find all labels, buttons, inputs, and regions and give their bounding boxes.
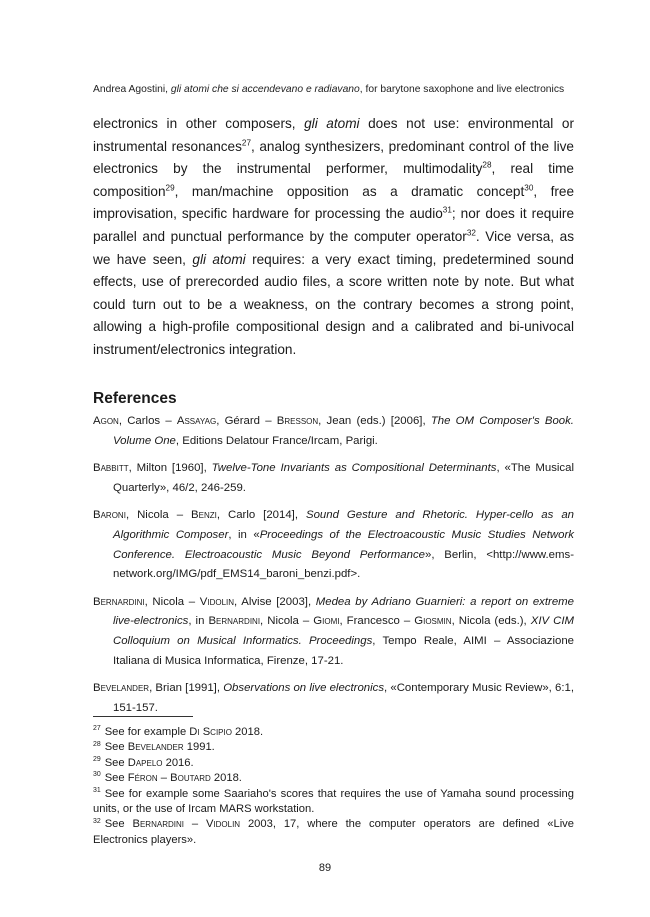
text-run: , real time composition bbox=[93, 161, 574, 199]
text-run: , Jean (eds.) [2006], bbox=[318, 415, 431, 427]
text-run: See bbox=[104, 772, 128, 785]
body-text bbox=[93, 113, 574, 362]
text-run: , man/machine opposition as a dramatic concept bbox=[174, 183, 525, 199]
text-run: , in bbox=[188, 615, 209, 628]
text-run: 1991. bbox=[183, 741, 215, 754]
footnote bbox=[93, 817, 574, 848]
references-heading: References bbox=[93, 390, 177, 407]
footnote-number: 27 bbox=[93, 725, 101, 733]
author-name: Babbitt bbox=[93, 462, 129, 475]
text-run: does not use: environmental or instrumental resonances bbox=[93, 116, 574, 154]
italic-text: XIV CIM Colloquium on Musical Informatics. Proceedings bbox=[113, 615, 575, 647]
footnote-number: 31 bbox=[93, 786, 101, 794]
text-run: ; nor does it require parallel and punctual performance by the computer operator bbox=[93, 206, 575, 244]
text-run: 2018. bbox=[210, 772, 242, 785]
reference-entry bbox=[93, 506, 574, 584]
author-name: Benzi bbox=[191, 509, 217, 522]
reference-entry bbox=[93, 593, 574, 671]
footnote-number: 32 bbox=[93, 817, 101, 825]
footnote-marker: 31 bbox=[442, 205, 452, 215]
italic-text: Observations on live electronics bbox=[223, 682, 385, 695]
text-run: – bbox=[183, 818, 206, 831]
text-run: , Milton [1960], bbox=[128, 462, 212, 475]
text-run: , Carlo [2014], bbox=[216, 509, 306, 522]
text-run: , analog synthesizers, predominant control of the live electronics by the instrumental performer, multimodality bbox=[93, 138, 574, 177]
italic-text: Twelve-Tone Invariants as Compositional Determinants bbox=[211, 462, 497, 475]
running-header bbox=[93, 84, 573, 95]
footnote bbox=[93, 771, 574, 786]
italic-text: gli atomi bbox=[192, 251, 246, 267]
text-run: , Nicola (eds.), bbox=[451, 615, 531, 628]
text-run: requires: a very exact timing, predetermined sound effects, use of prerecorded audio files, a score written note by note. But what could turn out to be a weakness, on the contrary becomes a strong point, allowing a high-profile compositional design and a calibrated and bi-univocal instrument/electronics integration. bbox=[93, 251, 574, 357]
author-name: Bernardini bbox=[208, 615, 261, 628]
italic-text: Sound Gesture and Rhetoric. Hyper-cello as an Algorithmic Composer bbox=[113, 509, 574, 541]
author-name: Bresson bbox=[276, 415, 319, 427]
footnote-marker: 29 bbox=[165, 183, 175, 193]
footnote-number: 28 bbox=[93, 740, 101, 748]
footnote bbox=[93, 740, 574, 755]
text-run: , Nicola – bbox=[144, 595, 200, 608]
text-run: See bbox=[104, 756, 128, 769]
author-name: Assayag bbox=[176, 415, 217, 427]
text-run: , Tempo Reale, AIMI – Associazione Italiana di Musica Informatica, Firenze, 17-21. bbox=[113, 634, 574, 667]
text-run: See bbox=[104, 741, 128, 754]
footnote-marker: 32 bbox=[466, 228, 476, 238]
italic-text: Proceedings of the Electroacoustic Music Studies Network Conference. Electroacoustic Music Beyond Performance bbox=[113, 528, 574, 561]
italic-text: Medea by Adriano Guarnieri: a report on extreme live-electronics bbox=[113, 595, 574, 628]
author-name: Giosmin bbox=[414, 615, 452, 628]
author-name: Giomi bbox=[313, 615, 340, 628]
text-run: 2016. bbox=[162, 756, 194, 769]
text-run: , Carlos – bbox=[118, 415, 177, 427]
text-run: 2003, 17, where the computer operators are defined «Live Electronics players». bbox=[93, 818, 574, 846]
footnote-number: 30 bbox=[93, 771, 101, 779]
footnote bbox=[93, 787, 574, 818]
text-run: – bbox=[157, 772, 171, 785]
header-work-subtitle: , for barytone saxophone and live electronics bbox=[359, 84, 565, 95]
author-name: Vidolin bbox=[199, 595, 235, 608]
text-run: 2018. bbox=[231, 726, 264, 738]
author-name: Bevelander bbox=[127, 741, 184, 754]
author-name: Boutard bbox=[170, 772, 211, 785]
text-run: , «The Musical Quarterly», 46/2, 246-259. bbox=[113, 462, 574, 494]
text-run: , Brian [1991], bbox=[149, 682, 224, 695]
text-run: . Vice versa, as we have seen, bbox=[93, 228, 574, 267]
footnote-marker: 30 bbox=[524, 183, 534, 193]
text-run: , Gérard – bbox=[216, 415, 277, 427]
text-run: , Alvise [2003], bbox=[234, 595, 316, 608]
text-run: , «Contemporary Music Review», 6:1, 151-157. bbox=[113, 682, 574, 714]
author-name: Di Scipio bbox=[189, 726, 232, 738]
author-name: Bernardini bbox=[93, 595, 145, 608]
text-run: », Berlin, <http://www.ems-network.org/IMG/pdf_EMS14_baroni_benzi.pdf>. bbox=[113, 548, 574, 581]
footnote bbox=[93, 725, 574, 740]
references-list bbox=[93, 412, 574, 726]
text-run: , in « bbox=[228, 528, 260, 541]
header-work-title: gli atomi che si accendevano e radiavano bbox=[170, 84, 360, 95]
author-name: Dapelo bbox=[127, 756, 163, 769]
reference-entry bbox=[93, 459, 574, 498]
page-number: 89 bbox=[318, 862, 332, 874]
text-run: See for example some Saariaho's scores that requires the use of Yamaha sound processing units, or the use of Ircam MARS workstation. bbox=[93, 787, 574, 816]
author-name: Bevelander bbox=[93, 682, 150, 695]
text-run: , Editions Delatour France/Ircam, Parigi. bbox=[175, 434, 378, 447]
author-name: Bernardini bbox=[132, 818, 184, 831]
footnote bbox=[93, 756, 574, 771]
italic-text: gli atomi bbox=[304, 116, 360, 131]
body-paragraph bbox=[93, 113, 574, 362]
text-run: , Francesco – bbox=[339, 615, 415, 628]
footnotes-list bbox=[93, 725, 574, 848]
footnote-divider bbox=[93, 716, 193, 717]
text-run: , Nicola – bbox=[125, 509, 192, 522]
header-author: Andrea Agostini, bbox=[93, 84, 171, 95]
author-name: Baroni bbox=[93, 509, 126, 522]
author-name: Agon bbox=[93, 415, 119, 427]
italic-text: The OM Composer's Book. Volume One bbox=[113, 415, 574, 447]
text-run: See bbox=[104, 818, 133, 831]
footnote-marker: 27 bbox=[241, 138, 251, 148]
text-run: See for example bbox=[104, 726, 190, 738]
reference-entry bbox=[93, 412, 574, 451]
reference-entry bbox=[93, 679, 574, 718]
footnote-number: 29 bbox=[93, 756, 101, 764]
author-name: Vidolin bbox=[205, 818, 241, 831]
footnote-marker: 28 bbox=[482, 160, 492, 170]
text-run: electronics in other composers, bbox=[93, 116, 305, 131]
text-run: , free improvisation, specific hardware for processing the audio bbox=[93, 183, 574, 222]
text-run: , Nicola – bbox=[260, 615, 314, 628]
author-name: Féron bbox=[127, 772, 158, 785]
